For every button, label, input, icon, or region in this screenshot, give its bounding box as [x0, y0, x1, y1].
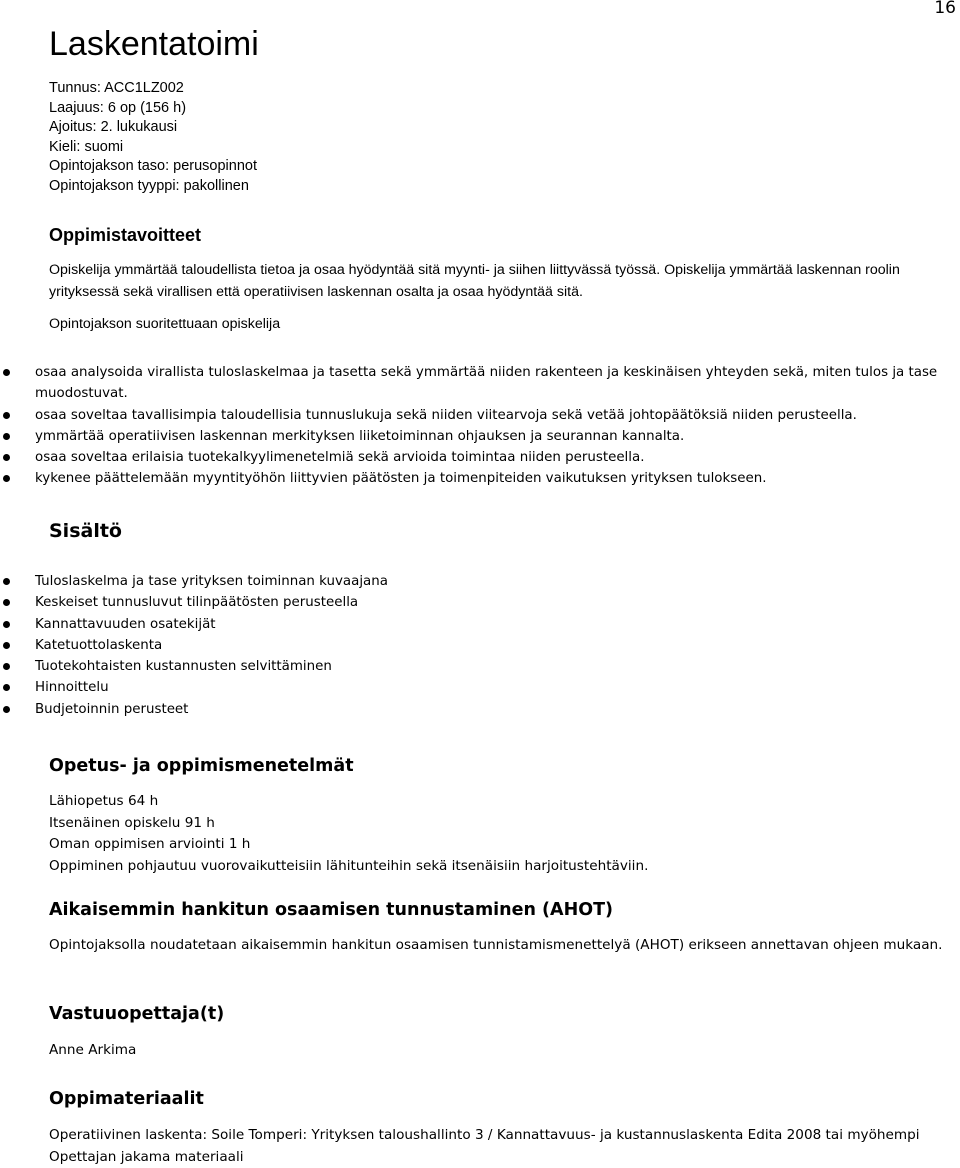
list-item [0, 592, 960, 613]
meta-language: Kieli: suomi [49, 138, 257, 158]
materials-heading: Oppimateriaalit [49, 1087, 204, 1111]
list-item-text: Tuloslaskelma ja tase yrityksen toiminnan kuvaajana [35, 574, 388, 589]
objectives-intro: Opiskelija ymmärtää taloudellista tietoa ja osaa hyödyntää sitä myynti- ja siihen liittyvässä työssä. Opiskelija ymmärtää laskennan roolin yrityksessä sekä virallisen että operatiivisen laskennan osalta ja osaa hyödyntää sitä. [49, 260, 949, 303]
materials-line: Operatiivinen laskenta: Soile Tomperi: Yrityksen taloushallinto 3 / Kannattavuus- ja kustannuslaskenta Edita 2008 tai myöhempi [49, 1125, 959, 1147]
list-item-text: osaa analysoida virallista tuloslaskelmaa ja tasetta sekä ymmärtää niiden rakenteen ja keskinäisen yhteyden sekä, miten tulos ja tase muodostuvat. [35, 365, 937, 401]
list-item-text: Tuotekohtaisten kustannusten selvittäminen [35, 659, 332, 674]
list-item-text: ymmärtää operatiivisen laskennan merkityksen liiketoiminnan ohjauksen ja seurannan kannalta. [35, 429, 684, 444]
meta-timing: Ajoitus: 2. lukukausi [49, 118, 257, 138]
list-item-text: Hinnoittelu [35, 680, 109, 695]
list-item-text: Keskeiset tunnusluvut tilinpäätösten perusteella [35, 595, 358, 610]
objectives-lead: Opintojakson suoritettuaan opiskelija [49, 314, 949, 336]
list-item [0, 571, 960, 592]
bullet-icon [3, 369, 10, 376]
list-item-text: Katetuottolaskenta [35, 638, 162, 653]
bullet-icon [3, 412, 10, 419]
teachers-heading: Vastuuopettaja(t) [49, 1002, 224, 1026]
list-item [0, 447, 960, 468]
meta-type: Opintojakson tyyppi: pakollinen [49, 177, 257, 197]
bullet-icon [3, 578, 10, 585]
list-item [0, 677, 960, 698]
materials-line: Opettajan jakama materiaali [49, 1147, 959, 1168]
list-item-text: kykenee päättelemään myyntityöhön liittyvien päätösten ja toimenpiteiden vaikutuksen yrityksen tulokseen. [35, 471, 766, 486]
list-item [0, 362, 960, 405]
bullet-icon [3, 684, 10, 691]
bullet-icon [3, 663, 10, 670]
list-item [0, 614, 960, 635]
list-item-text: osaa soveltaa tavallisimpia taloudellisia tunnuslukuja sekä niiden viitearvoja sekä vetää johtopäätöksiä niiden perusteella. [35, 408, 857, 423]
list-item [0, 656, 960, 677]
methods-text [49, 791, 949, 877]
list-item [0, 426, 960, 447]
content-list [0, 571, 960, 720]
objectives-heading: Oppimistavoitteet [49, 223, 201, 247]
bullet-icon [3, 454, 10, 461]
meta-code: Tunnus: ACC1LZ002 [49, 79, 257, 99]
bullet-icon [3, 621, 10, 628]
course-meta [49, 79, 257, 196]
page-number: 16 [934, 0, 956, 18]
teacher-name: Anne Arkima [49, 1040, 949, 1062]
objectives-list [0, 362, 960, 490]
bullet-icon [3, 475, 10, 482]
methods-heading: Opetus- ja oppimismenetelmät [49, 754, 354, 778]
content-heading: Sisältö [49, 519, 122, 543]
bullet-icon [3, 642, 10, 649]
materials-text [49, 1125, 959, 1168]
list-item-text: Kannattavuuden osatekijät [35, 617, 216, 632]
list-item-text: osaa soveltaa erilaisia tuotekalkyylimenetelmiä sekä arvioida toimintaa niiden perusteella. [35, 450, 644, 465]
list-item [0, 468, 960, 489]
list-item [0, 405, 960, 426]
methods-assessment-hours: Oman oppimisen arviointi 1 h [49, 834, 949, 856]
page-title: Laskentatoimi [49, 20, 259, 68]
bullet-icon [3, 706, 10, 713]
bullet-icon [3, 433, 10, 440]
meta-scope: Laajuus: 6 op (156 h) [49, 99, 257, 119]
methods-independent-hours: Itsenäinen opiskelu 91 h [49, 813, 949, 835]
meta-level: Opintojakson taso: perusopinnot [49, 157, 257, 177]
ahot-text: Opintojaksolla noudatetaan aikaisemmin hankitun osaamisen tunnistamismenettelyä (AHOT) erikseen annettavan ohjeen mukaan. [49, 935, 949, 957]
list-item [0, 635, 960, 656]
list-item [0, 699, 960, 720]
methods-contact-hours: Lähiopetus 64 h [49, 791, 949, 813]
methods-description: Oppiminen pohjautuu vuorovaikutteisiin lähitunteihin sekä itsenäisiin harjoitustehtäviin. [49, 856, 949, 878]
ahot-heading: Aikaisemmin hankitun osaamisen tunnustaminen (AHOT) [49, 898, 613, 922]
bullet-icon [3, 599, 10, 606]
list-item-text: Budjetoinnin perusteet [35, 702, 188, 717]
